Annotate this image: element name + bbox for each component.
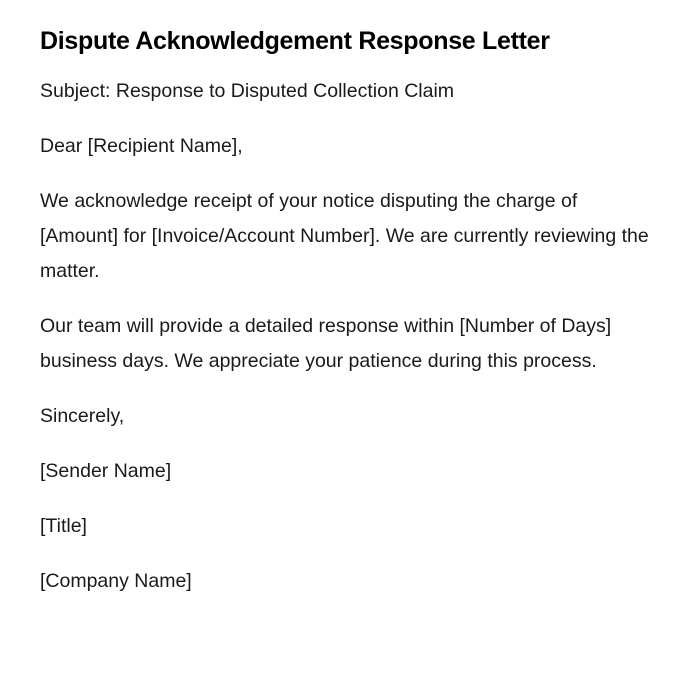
letter-title: Dispute Acknowledgement Response Letter — [40, 27, 550, 55]
company-name: [Company Name] — [40, 570, 192, 592]
sender-title: [Title] — [40, 515, 87, 537]
body-paragraph-2: Our team will provide a detailed response within [Number of Days] business days. We appreciate your patience during this process. — [40, 315, 612, 372]
closing: Sincerely, — [40, 405, 125, 427]
body-paragraph-1: We acknowledge receipt of your notice disputing the charge of [Amount] for [Invoice/Account Number]. We are currently reviewing the matter. — [40, 190, 649, 282]
sender-name: [Sender Name] — [40, 460, 172, 482]
subject-line: Subject: Response to Disputed Collection Claim — [40, 80, 455, 102]
salutation: Dear [Recipient Name], — [40, 135, 243, 157]
